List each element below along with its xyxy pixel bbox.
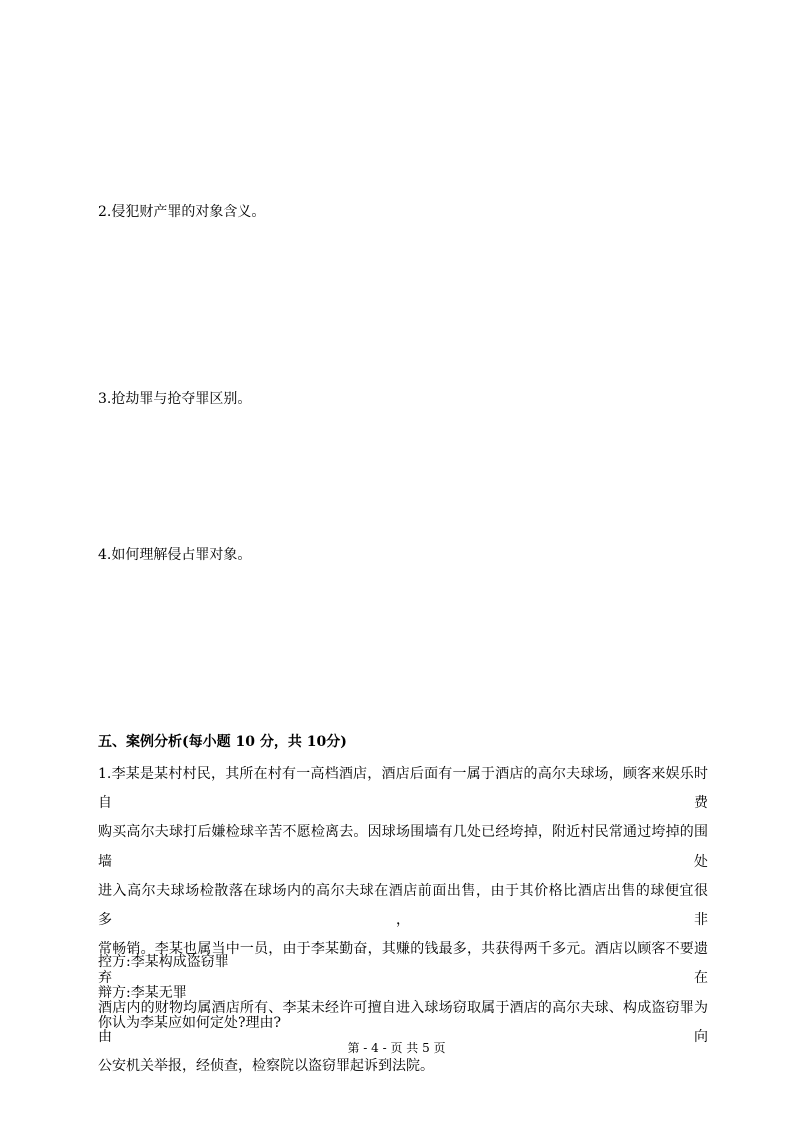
question-4: 4.如何理解侵占罪对象。 (98, 547, 252, 563)
case-line: 1.李某是某村村民，其所在村有一高档酒店，酒店后面有一属于酒店的高尔夫球场，顾客来娱乐时自费 (98, 766, 708, 812)
case-question: 你认为李某应如何定处?理由? (98, 1015, 282, 1031)
case-line: 常畅销。李某也属当中一员，由于李某勤奋，其赚的钱最多，共获得两千多元。酒店以顾客不要遗弃在 (98, 941, 708, 987)
question-2: 2.侵犯财产罪的对象含义。 (98, 204, 266, 220)
question-3: 3.抢劫罪与抢夺罪区别。 (98, 391, 252, 407)
prosecution-position: 控方:李某构成盗窃罪 (98, 954, 229, 970)
page-footer: 第 - 4 - 页 共 5 页 (347, 1041, 446, 1055)
case-line: 购买高尔夫球打后嫌检球辛苦不愿检离去。因球场围墙有几处已经垮掉，附近村民常通过垮掉的围墙处 (98, 824, 708, 870)
case-line: 酒店内的财物均属酒店所有、李某未经许可擅自进入球场窃取属于酒店的高尔夫球、构成盗窃罪为由向 (98, 999, 708, 1045)
case-paragraph (98, 760, 708, 1081)
defense-position: 辩方:李某无罪 (98, 985, 187, 1001)
section-title: 五、案例分析(每小题 10 分，共 10分) (98, 734, 347, 750)
case-line: 公安机关举报，经侦查，检察院以盗窃罪起诉到法院。 (98, 1058, 434, 1075)
case-line: 进入高尔夫球场检散落在球场内的高尔夫球在酒店前面出售，由于其价格比酒店出售的球便宜很多，非 (98, 882, 708, 929)
